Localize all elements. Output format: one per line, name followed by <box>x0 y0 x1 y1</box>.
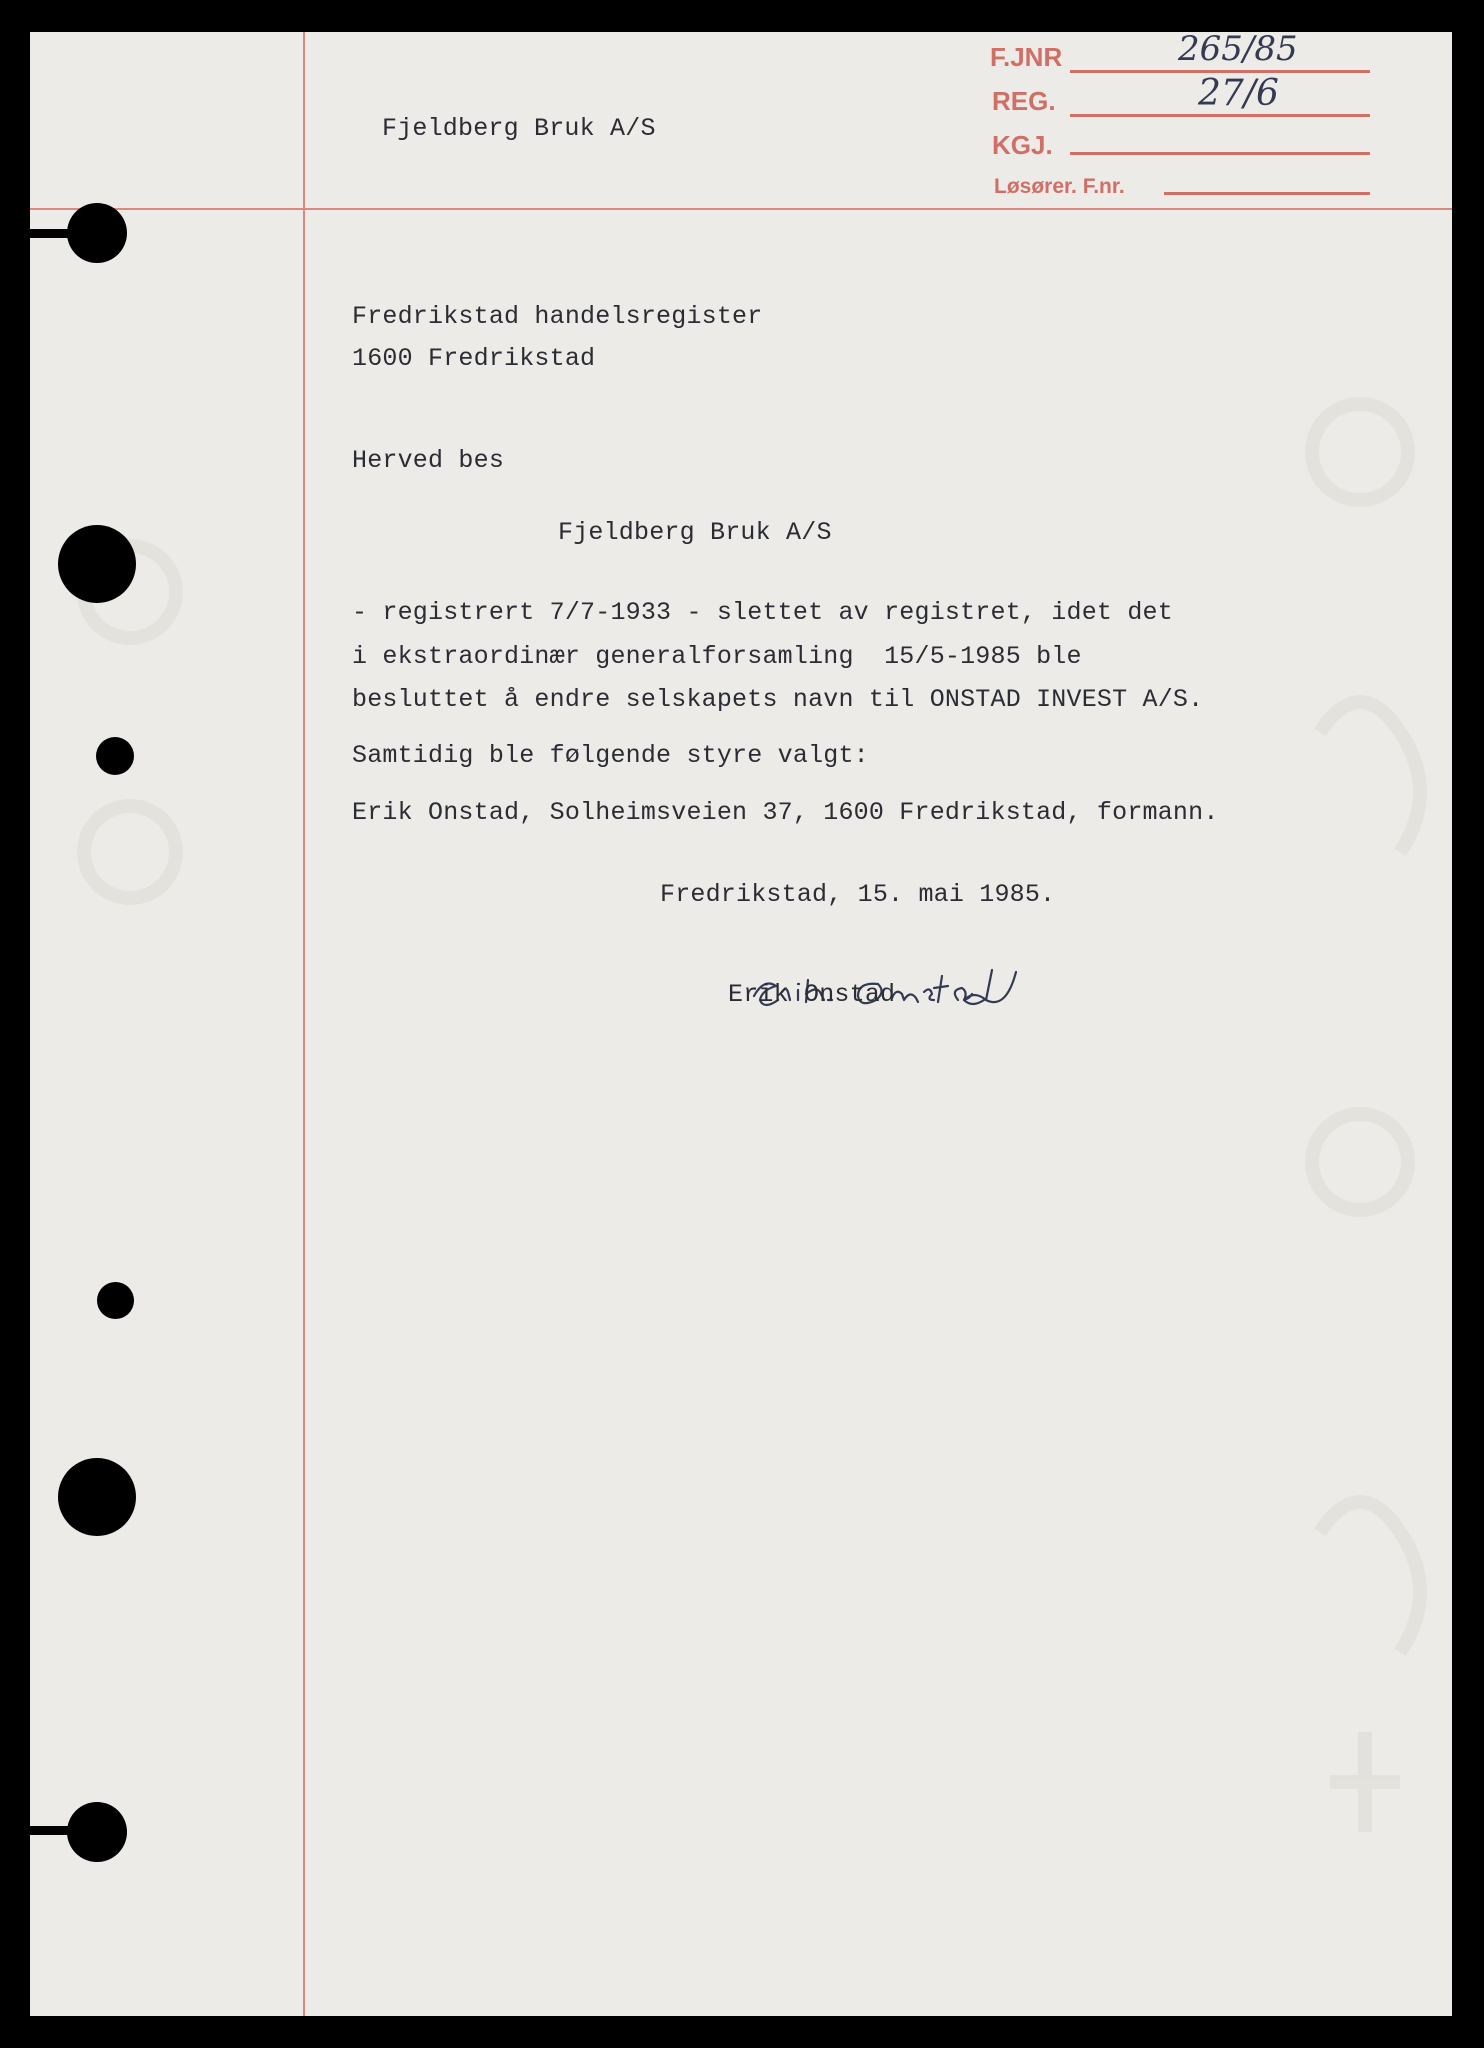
body-line-3: besluttet å endre selskapets navn til ONSTAD INVEST A/S. <box>352 685 1204 714</box>
recipient-line-2: 1600 Fredrikstad <box>352 344 596 373</box>
body-line-5: Erik Onstad, Solheimsveien 37, 1600 Fredrikstad, formann. <box>352 798 1219 827</box>
signatory-name: Erik Onstad <box>728 980 896 1009</box>
punch-hole <box>96 737 134 775</box>
document-page <box>30 32 1452 2016</box>
body-line-2: i ekstraordinær generalforsamling 15/5-1985 ble <box>352 642 1082 671</box>
stamp-reg-label: REG. <box>992 86 1056 116</box>
margin-rule-horizontal <box>30 208 1452 210</box>
punch-hole <box>67 203 127 263</box>
stamp-losorer-label: Løsører. F.nr. <box>994 175 1125 198</box>
salutation: Herved bes <box>352 446 505 475</box>
punch-hole <box>97 1282 134 1319</box>
stamp-kgj-line <box>1070 152 1370 155</box>
place-and-date: Fredrikstad, 15. mai 1985. <box>660 880 1056 909</box>
margin-rule-vertical <box>303 32 305 2016</box>
punch-hole-tab <box>30 1826 70 1835</box>
stamp-reg-value: 27/6 <box>1198 73 1279 114</box>
recipient-line-1: Fredrikstad handelsregister <box>352 302 763 331</box>
stamp-fjnr-value: 265/85 <box>1178 32 1298 69</box>
body-line-1: - registrert 7/7-1933 - slettet av registret, idet det <box>352 598 1173 627</box>
stamp-kgj-label: KGJ. <box>992 130 1053 160</box>
punch-hole-tab <box>30 229 70 238</box>
punch-hole <box>58 1458 136 1536</box>
punch-hole <box>67 1802 127 1862</box>
punch-hole <box>58 525 136 603</box>
body-line-4: Samtidig ble følgende styre valgt: <box>352 741 869 770</box>
stamp-reg-line <box>1070 114 1370 117</box>
stamp-fjnr-label: F.JNR <box>990 42 1063 72</box>
company-name: Fjeldberg Bruk A/S <box>558 518 832 547</box>
sender-name: Fjeldberg Bruk A/S <box>382 114 656 143</box>
stamp-losorer-line <box>1164 192 1370 195</box>
